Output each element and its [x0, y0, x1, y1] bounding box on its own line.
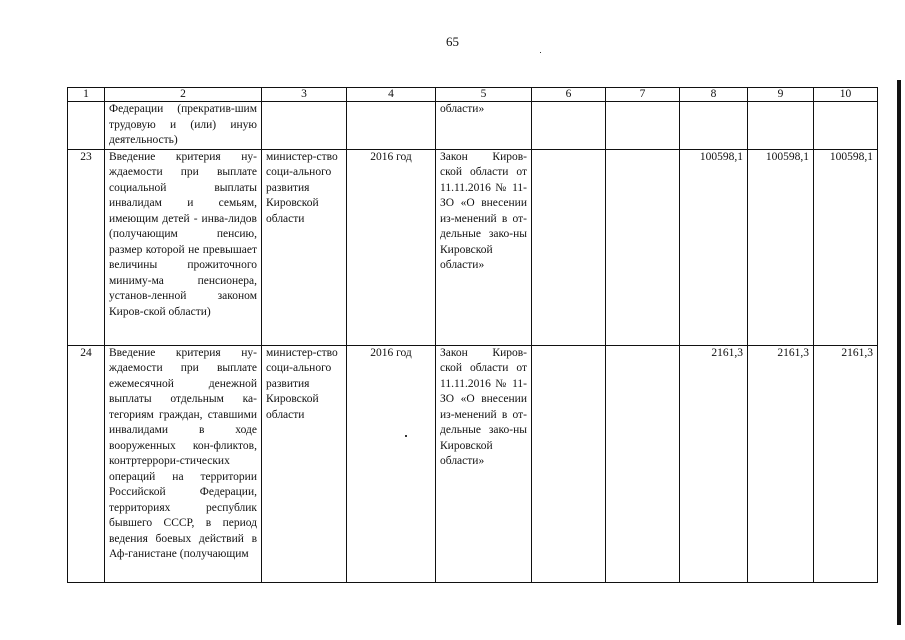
- row-law: области»: [436, 102, 532, 150]
- row-year: 2016 год: [347, 345, 436, 582]
- row-col7: [606, 345, 680, 582]
- row-col10: 2161,3: [814, 345, 878, 582]
- col-header-9: 9: [748, 88, 814, 102]
- scan-speck: [405, 435, 407, 437]
- row-col7: [606, 102, 680, 150]
- row-description: Федерации (прекратив-шим трудовую и (или) иную деятельность): [105, 102, 262, 150]
- table-header-row: [68, 88, 878, 102]
- col-header-2: 2: [105, 88, 262, 102]
- row-col6: [532, 149, 606, 345]
- col-header-7: 7: [606, 88, 680, 102]
- row-description: Введение критерия ну-ждаемости при выплате социальной выплаты инвалидам и семьям, имеющим детей - инва-лидов (получающим пенсию, размер которой не превышает величины прожиточного миниму-ма пенсионера, установ-ленной законом Киров-ской области): [105, 149, 262, 345]
- row-executor: [262, 102, 347, 150]
- table-row-24: [68, 345, 878, 582]
- page-number: 65: [446, 34, 459, 49]
- row-col10: 100598,1: [814, 149, 878, 345]
- row-law: Закон Киров-ской области от 11.11.2016 № 11-ЗО «О внесении из-менений в от-дельные зако-ны Кировской области»: [436, 345, 532, 582]
- row-executor: министер-ство соци-ального развития Кировской области: [262, 149, 347, 345]
- row-col9: 2161,3: [748, 345, 814, 582]
- row-col9: [748, 102, 814, 150]
- scan-edge-bar: [897, 80, 901, 625]
- row-col8: 100598,1: [680, 149, 748, 345]
- row-executor: министер-ство соци-ального развития Кировской области: [262, 345, 347, 582]
- row-col8: 2161,3: [680, 345, 748, 582]
- col-header-1: 1: [68, 88, 105, 102]
- row-description: Введение критерия ну-ждаемости при выплате ежемесячной денежной выплаты отдельным ка-тегориям граждан, ставшими инвалидами в ходе вооруженных кон-фликтов, контртеррори-стических операций на территории Российской Федерации, территориях республик бывшего СССР, в период ведения боевых действий в Аф-ганистане (получающим: [105, 345, 262, 582]
- col-header-4: 4: [347, 88, 436, 102]
- col-header-5: 5: [436, 88, 532, 102]
- row-number: 23: [68, 149, 105, 345]
- data-table: [67, 87, 878, 583]
- row-col7: [606, 149, 680, 345]
- row-year: 2016 год: [347, 149, 436, 345]
- scan-speck: [540, 52, 541, 53]
- row-year: [347, 102, 436, 150]
- row-number: [68, 102, 105, 150]
- row-col8: [680, 102, 748, 150]
- table-row-23: [68, 149, 878, 345]
- row-col9: 100598,1: [748, 149, 814, 345]
- row-number: 24: [68, 345, 105, 582]
- col-header-3: 3: [262, 88, 347, 102]
- col-header-10: 10: [814, 88, 878, 102]
- col-header-8: 8: [680, 88, 748, 102]
- table-row-continuation: [68, 102, 878, 150]
- row-col6: [532, 102, 606, 150]
- col-header-6: 6: [532, 88, 606, 102]
- row-col6: [532, 345, 606, 582]
- row-law: Закон Киров-ской области от 11.11.2016 № 11-ЗО «О внесении из-менений в от-дельные зако-ны Кировской области»: [436, 149, 532, 345]
- row-col10: [814, 102, 878, 150]
